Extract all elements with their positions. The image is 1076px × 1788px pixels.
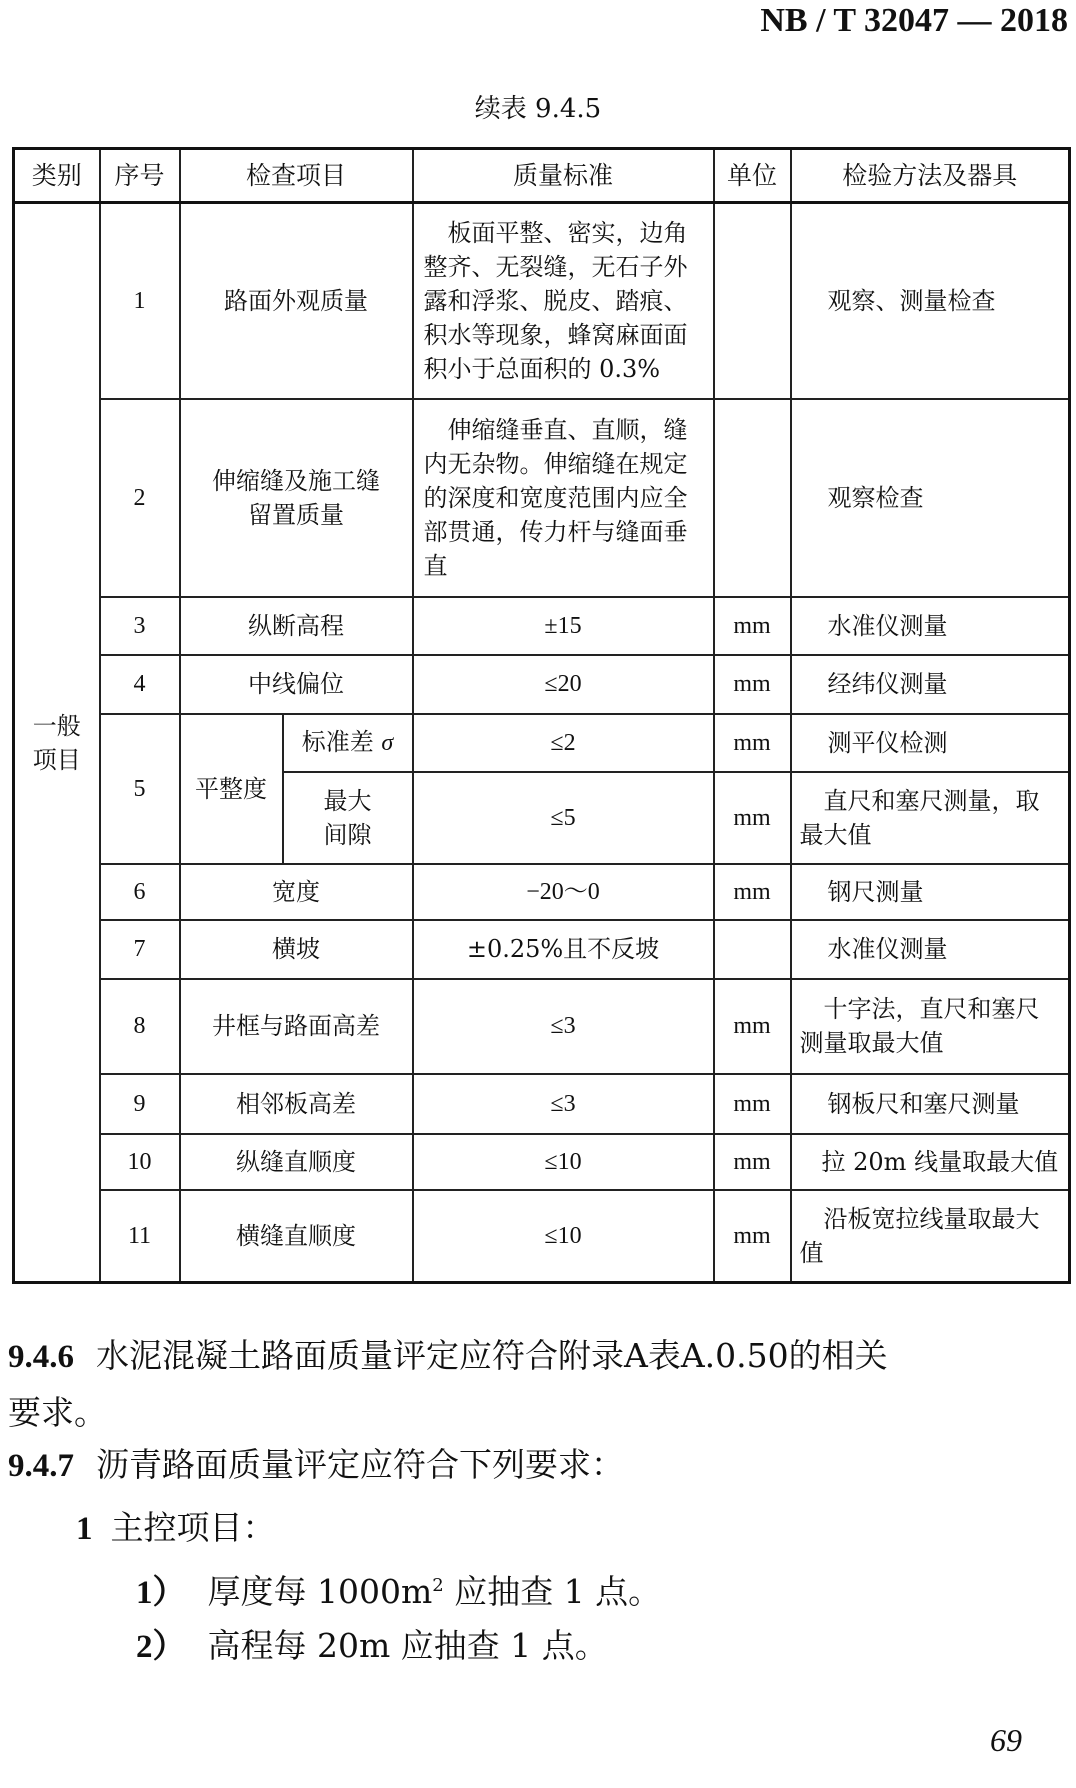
table-row — [14, 203, 1070, 399]
standard-code: NB / T 32047 — 2018 — [760, 2, 1068, 39]
row-unit: mm — [714, 1074, 791, 1134]
row-method: 测平仪检测 — [791, 714, 1070, 772]
row-no: 6 — [100, 864, 180, 920]
row-method: 观察、测量检查 — [791, 203, 1070, 399]
row-item-line1: 伸缩缝及施工缝 — [212, 466, 380, 495]
category-label-line2: 项目 — [32, 745, 81, 774]
item-text: 主控项目： — [110, 1508, 276, 1547]
row-no: 9 — [100, 1074, 180, 1134]
clause-text: 沥青路面质量评定应符合下列要求： — [96, 1445, 624, 1484]
row-method: 水准仪测量 — [791, 920, 1070, 979]
inspection-table — [12, 147, 1071, 1284]
item-main-control — [76, 1502, 276, 1549]
subitem-line1: 最大 — [323, 786, 372, 815]
col-header-no: 序号 — [100, 149, 180, 203]
row-item: 中线偏位 — [180, 655, 413, 714]
sub-item-text: 高程每 20m 应抽查 1 点。 — [207, 1626, 608, 1665]
row-unit: mm — [714, 979, 791, 1074]
clause-text: 水泥混凝土路面质量评定应符合附录A表A.0.50的相关 — [96, 1336, 888, 1375]
row-unit: mm — [714, 772, 791, 864]
row-subitem — [283, 714, 413, 772]
row-standard: 板面平整、密实，边角整齐、无裂缝，无石子外露和浮浆、脱皮、踏痕、积水等现象，蜂窝麻面面积小于总面积的 0.3% — [413, 203, 714, 399]
category-label-line1: 一般 — [32, 711, 81, 740]
row-standard: −20～0 — [413, 864, 714, 920]
row-item: 平整度 — [180, 714, 283, 864]
row-item: 相邻板高差 — [180, 1074, 413, 1134]
table-row — [14, 655, 1070, 714]
row-method: 直尺和塞尺测量，取最大值 — [791, 772, 1070, 864]
row-method: 观察检查 — [791, 399, 1070, 597]
row-standard: ≤2 — [413, 714, 714, 772]
row-unit — [714, 920, 791, 979]
table-row — [14, 1134, 1070, 1190]
row-method: 沿板宽拉线量取最大值 — [791, 1190, 1070, 1283]
table-title: 续表 9.4.5 — [474, 94, 602, 124]
category-cell — [14, 203, 100, 1283]
row-subitem — [283, 772, 413, 864]
row-method: 钢尺测量 — [791, 864, 1070, 920]
row-item: 路面外观质量 — [180, 203, 413, 399]
row-no: 10 — [100, 1134, 180, 1190]
table-row — [14, 1190, 1070, 1283]
row-method: 十字法，直尺和塞尺测量取最大值 — [791, 979, 1070, 1074]
row-item: 宽度 — [180, 864, 413, 920]
sub-item-2 — [136, 1620, 608, 1667]
table-row — [14, 399, 1070, 597]
row-unit: mm — [714, 864, 791, 920]
row-no: 8 — [100, 979, 180, 1074]
row-item: 横缝直顺度 — [180, 1190, 413, 1283]
clause-9-4-7 — [8, 1437, 1068, 1494]
row-item-line2: 留置质量 — [248, 500, 344, 529]
sub-item-number: 1） — [136, 1575, 186, 1611]
table-row — [14, 714, 1070, 772]
table-row — [14, 597, 1070, 655]
row-item: 纵断高程 — [180, 597, 413, 655]
row-no: 7 — [100, 920, 180, 979]
row-item: 横坡 — [180, 920, 413, 979]
row-standard: ≤3 — [413, 1074, 714, 1134]
row-item: 纵缝直顺度 — [180, 1134, 413, 1190]
item-number: 1 — [76, 1511, 93, 1547]
row-item — [180, 399, 413, 597]
row-method: 水准仪测量 — [791, 597, 1070, 655]
subitem-label: 标准差 — [301, 728, 374, 756]
row-no: 1 — [100, 203, 180, 399]
table-row — [14, 864, 1070, 920]
row-standard: 伸缩缝垂直、直顺，缝内无杂物。伸缩缝在规定的深度和宽度范围内应全部贯通，传力杆与缝面垂直 — [413, 399, 714, 597]
row-method: 拉 20m 线量取最大值 — [791, 1134, 1070, 1190]
col-header-unit: 单位 — [714, 149, 791, 203]
sub-item-number: 2） — [136, 1629, 186, 1665]
superscript: 2 — [432, 1575, 444, 1596]
col-header-item: 检查项目 — [180, 149, 413, 203]
col-header-category: 类别 — [14, 149, 100, 203]
clause-number: 9.4.7 — [8, 1448, 74, 1484]
row-unit: mm — [714, 655, 791, 714]
row-no: 3 — [100, 597, 180, 655]
table-header-row — [14, 149, 1070, 203]
row-item: 井框与路面高差 — [180, 979, 413, 1074]
row-standard: ±0.25%且不反坡 — [413, 920, 714, 979]
row-no: 2 — [100, 399, 180, 597]
clause-text-cont: 要求。 — [8, 1393, 107, 1432]
row-standard: ≤3 — [413, 979, 714, 1074]
clause-9-4-6 — [8, 1328, 1068, 1441]
subitem-line2: 间隙 — [323, 820, 372, 849]
sigma-symbol: σ — [381, 730, 394, 756]
row-unit: mm — [714, 1134, 791, 1190]
table-row — [14, 1074, 1070, 1134]
row-unit — [714, 203, 791, 399]
sub-item-text: 厚度每 1000m — [207, 1572, 433, 1611]
row-standard: ±15 — [413, 597, 714, 655]
sub-item-text-after: 应抽查 1 点。 — [443, 1572, 662, 1611]
row-no: 4 — [100, 655, 180, 714]
row-standard: ≤10 — [413, 1190, 714, 1283]
row-unit: mm — [714, 1190, 791, 1283]
row-standard: ≤20 — [413, 655, 714, 714]
col-header-method: 检验方法及器具 — [791, 149, 1070, 203]
row-unit — [714, 399, 791, 597]
row-standard: ≤5 — [413, 772, 714, 864]
table-row — [14, 920, 1070, 979]
row-method: 钢板尺和塞尺测量 — [791, 1074, 1070, 1134]
row-no: 11 — [100, 1190, 180, 1283]
row-no: 5 — [100, 714, 180, 864]
row-standard: ≤10 — [413, 1134, 714, 1190]
col-header-standard: 质量标准 — [413, 149, 714, 203]
page-number: 69 — [990, 1722, 1022, 1758]
table-row — [14, 979, 1070, 1074]
clause-number: 9.4.6 — [8, 1339, 74, 1375]
row-unit: mm — [714, 597, 791, 655]
sub-item-1 — [136, 1566, 661, 1613]
row-unit: mm — [714, 714, 791, 772]
row-method: 经纬仪测量 — [791, 655, 1070, 714]
